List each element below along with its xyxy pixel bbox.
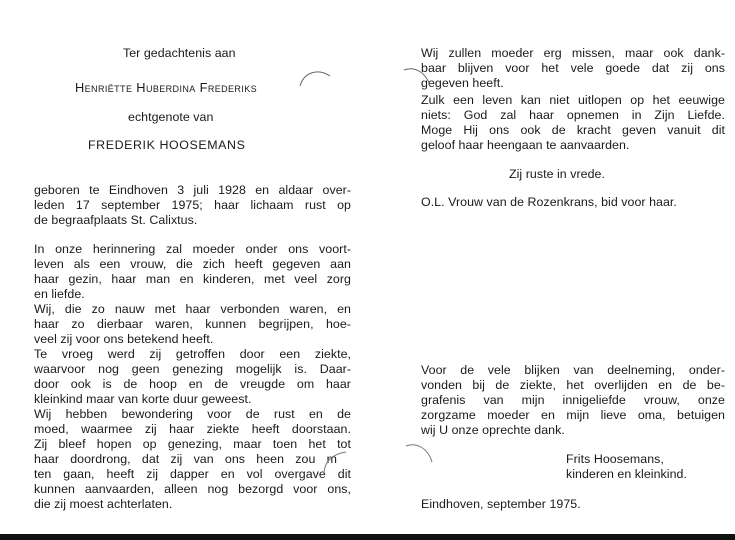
text-line: en liefde.: [34, 287, 85, 301]
page-curl-mark: [402, 440, 436, 466]
in-memory-heading: Ter gedachtenis aan: [123, 46, 236, 60]
signature-family: kinderen en kleinkind.: [566, 467, 687, 481]
spouse-of-label: echtgenote van: [128, 110, 214, 124]
signature-name: Frits Hoosemans,: [566, 452, 664, 466]
text-line: In onze herinnering zal moeder onder ons voort-: [34, 242, 351, 256]
text-line: door ook is de hoop en de vreugde om haar: [34, 377, 351, 391]
thanks-line: grafenis van mijn innigeliefde vrouw, onze: [421, 393, 725, 407]
place-date: Eindhoven, september 1975.: [421, 497, 581, 511]
thanks-line: vonden bij de ziekte, het overlijden en de be-: [421, 378, 725, 392]
text-line: Te vroeg werd zij getroffen door een ziekte,: [34, 347, 351, 361]
thanks-line: Voor de vele blijken van deelneming, onder-: [421, 363, 725, 377]
page-curl-mark: [296, 66, 336, 90]
thanks-line: wij U onze oprechte dank.: [421, 423, 565, 437]
text-line: Wij hebben bewondering voor de rust en de: [34, 407, 351, 421]
text-line: baar blijven voor het vele goede dat zij ons: [421, 61, 725, 75]
text-line: kleinkind maar van korte duur geweest.: [34, 392, 252, 406]
thanks-line: zorgzame moeder en mijn lieve oma, betuigen: [421, 408, 725, 422]
husband-name: FREDERIK HOOSEMANS: [88, 138, 246, 152]
rest-in-peace: Zij ruste in vrede.: [509, 167, 605, 181]
birth-line: de begraafplaats St. Calixtus.: [34, 213, 198, 227]
text-line: kunnen aanvaarden, alleen nog bezorgd voor ons,: [34, 482, 351, 496]
text-line: haar doordrong, dat zij van ons heen zou m: [34, 452, 337, 466]
text-line: geloof haar heengaan te aanvaarden.: [421, 138, 630, 152]
text-line: waarvoor nog geen genezing mogelijk is. Daar-: [34, 362, 351, 376]
text-line: Moge Hij ons ook de kracht geven vanuit dit: [421, 123, 725, 137]
text-line: die zij moest achterlaten.: [34, 497, 173, 511]
text-line: moed, waarmee zij haar ziekte heeft doorstaan.: [34, 422, 351, 436]
birth-line: leden 17 september 1975; haar lichaam rust op: [34, 198, 351, 212]
text-line: haar zo dierbaar waren, kunnen begrijpen, hoe-: [34, 317, 351, 331]
text-line: gegeven heeft.: [421, 76, 504, 90]
text-line: leven als een vrouw, die zich heeft gegeven aan: [34, 257, 351, 271]
text-line: niets: God zal haar opnemen in Zijn Liefde.: [421, 108, 725, 122]
text-line: Wij, die zo nauw met haar verbonden waren, en: [34, 302, 351, 316]
text-line: Zulk een leven kan niet uitlopen op het eeuwige: [421, 93, 725, 107]
text-line: Wij zullen moeder erg missen, maar ook dank-: [421, 46, 725, 60]
text-line: Zij bleef hopen op genezing, maar toen het tot: [34, 437, 351, 451]
right-page: [368, 0, 735, 540]
birth-line: geboren te Eindhoven 3 juli 1928 en aldaar over-: [34, 183, 351, 197]
text-line: ten gaan, heeft zij dapper en vol overgave dit: [34, 467, 351, 481]
deceased-name: Henriëtte Huberdina Frederiks: [75, 80, 258, 95]
prayer-line: O.L. Vrouw van de Rozenkrans, bid voor haar.: [421, 195, 677, 209]
text-line: veel zij voor ons betekend heeft.: [34, 332, 214, 346]
text-line: haar gezin, haar man en kinderen, met veel zorg: [34, 272, 351, 286]
